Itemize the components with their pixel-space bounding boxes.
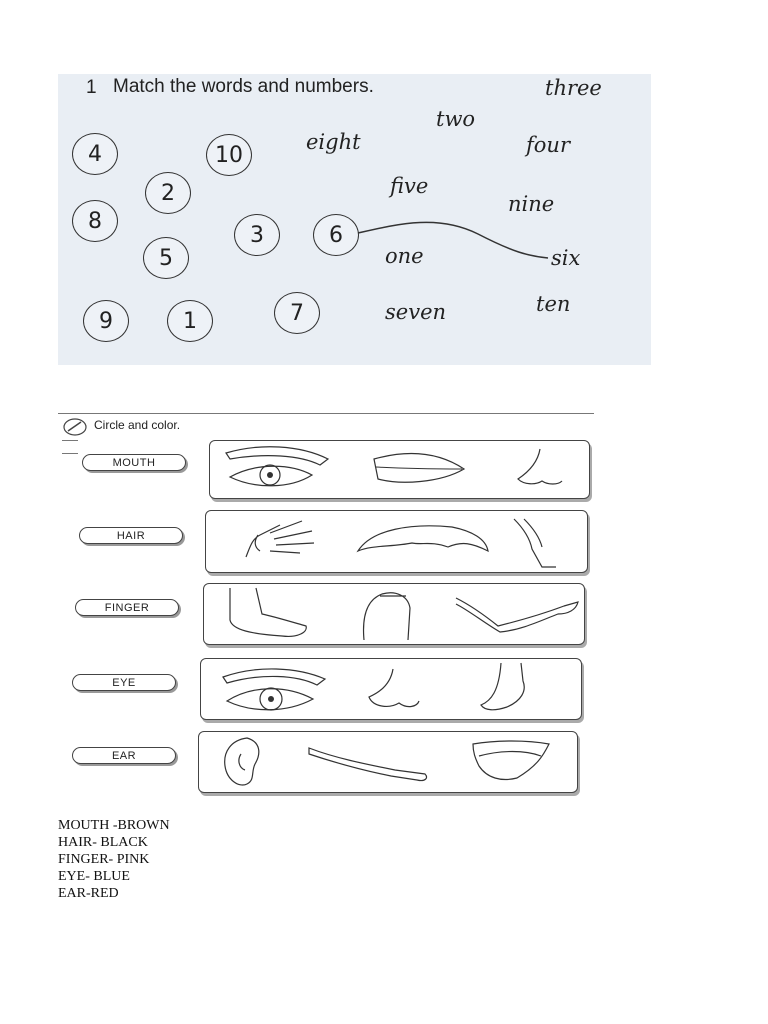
number-word[interactable]: two	[436, 107, 476, 131]
number-word[interactable]: one	[385, 244, 424, 268]
number-word[interactable]: ten	[536, 292, 571, 316]
match-line	[58, 74, 651, 365]
number-word[interactable]: four	[526, 133, 570, 157]
pencil-icon	[62, 417, 88, 437]
arm-icon[interactable]	[305, 744, 435, 784]
arm-icon[interactable]	[452, 590, 582, 634]
ear-icon[interactable]	[217, 734, 267, 790]
eye-icon[interactable]	[217, 661, 329, 717]
number-word[interactable]: nine	[508, 192, 555, 216]
answer-line: EYE- BLUE	[58, 869, 130, 884]
word-tag-ear: EAR	[72, 747, 176, 764]
word-tag-finger: FINGER	[75, 599, 179, 616]
picture-row-4	[200, 658, 582, 720]
exercise-1-panel	[58, 74, 651, 365]
number-circle[interactable]: 6	[313, 214, 359, 256]
answer-line: MOUTH -BROWN	[58, 818, 170, 833]
nose-icon[interactable]	[510, 447, 570, 491]
drag-handle	[62, 440, 78, 454]
picture-row-5	[198, 731, 578, 793]
nose-icon[interactable]	[359, 667, 429, 713]
number-word[interactable]: seven	[385, 300, 447, 324]
number-circle[interactable]: 8	[72, 200, 118, 242]
number-word[interactable]: five	[390, 174, 429, 198]
hair-icon[interactable]	[352, 521, 492, 561]
number-word[interactable]: eight	[306, 130, 361, 154]
exercise-number: 1	[86, 77, 97, 98]
leg-icon[interactable]	[506, 515, 566, 571]
word-tag-eye: EYE	[72, 674, 176, 691]
picture-row-1	[209, 440, 590, 499]
number-word[interactable]: three	[545, 76, 602, 100]
number-circle[interactable]: 10	[206, 134, 252, 176]
picture-row-2	[205, 510, 588, 573]
finger-icon[interactable]	[356, 588, 416, 642]
top-rule	[58, 413, 594, 414]
answer-line: EAR-RED	[58, 886, 119, 901]
hand-icon[interactable]	[240, 517, 340, 567]
number-circle[interactable]: 3	[234, 214, 280, 256]
number-circle[interactable]: 4	[72, 133, 118, 175]
exercise-instruction: Circle and color.	[94, 418, 181, 432]
foot-icon[interactable]	[222, 586, 312, 642]
picture-row-3	[203, 583, 585, 645]
number-circle[interactable]: 7	[274, 292, 320, 334]
number-circle[interactable]: 5	[143, 237, 189, 279]
exercise-instruction: Match the words and numbers.	[113, 76, 374, 97]
answer-line: HAIR- BLACK	[58, 835, 148, 850]
number-word[interactable]: six	[551, 246, 581, 270]
number-circle[interactable]: 9	[83, 300, 129, 342]
number-circle[interactable]: 1	[167, 300, 213, 342]
mouth-icon[interactable]	[467, 736, 557, 788]
foot-icon[interactable]	[477, 661, 557, 715]
answer-key	[58, 817, 170, 902]
eye-icon[interactable]	[220, 445, 332, 493]
word-tag-hair: HAIR	[79, 527, 183, 544]
lips-icon[interactable]	[370, 449, 470, 489]
answer-line: FINGER- PINK	[58, 852, 150, 867]
number-circle[interactable]: 2	[145, 172, 191, 214]
exercise-2-panel	[58, 413, 598, 803]
word-tag-mouth: MOUTH	[82, 454, 186, 471]
